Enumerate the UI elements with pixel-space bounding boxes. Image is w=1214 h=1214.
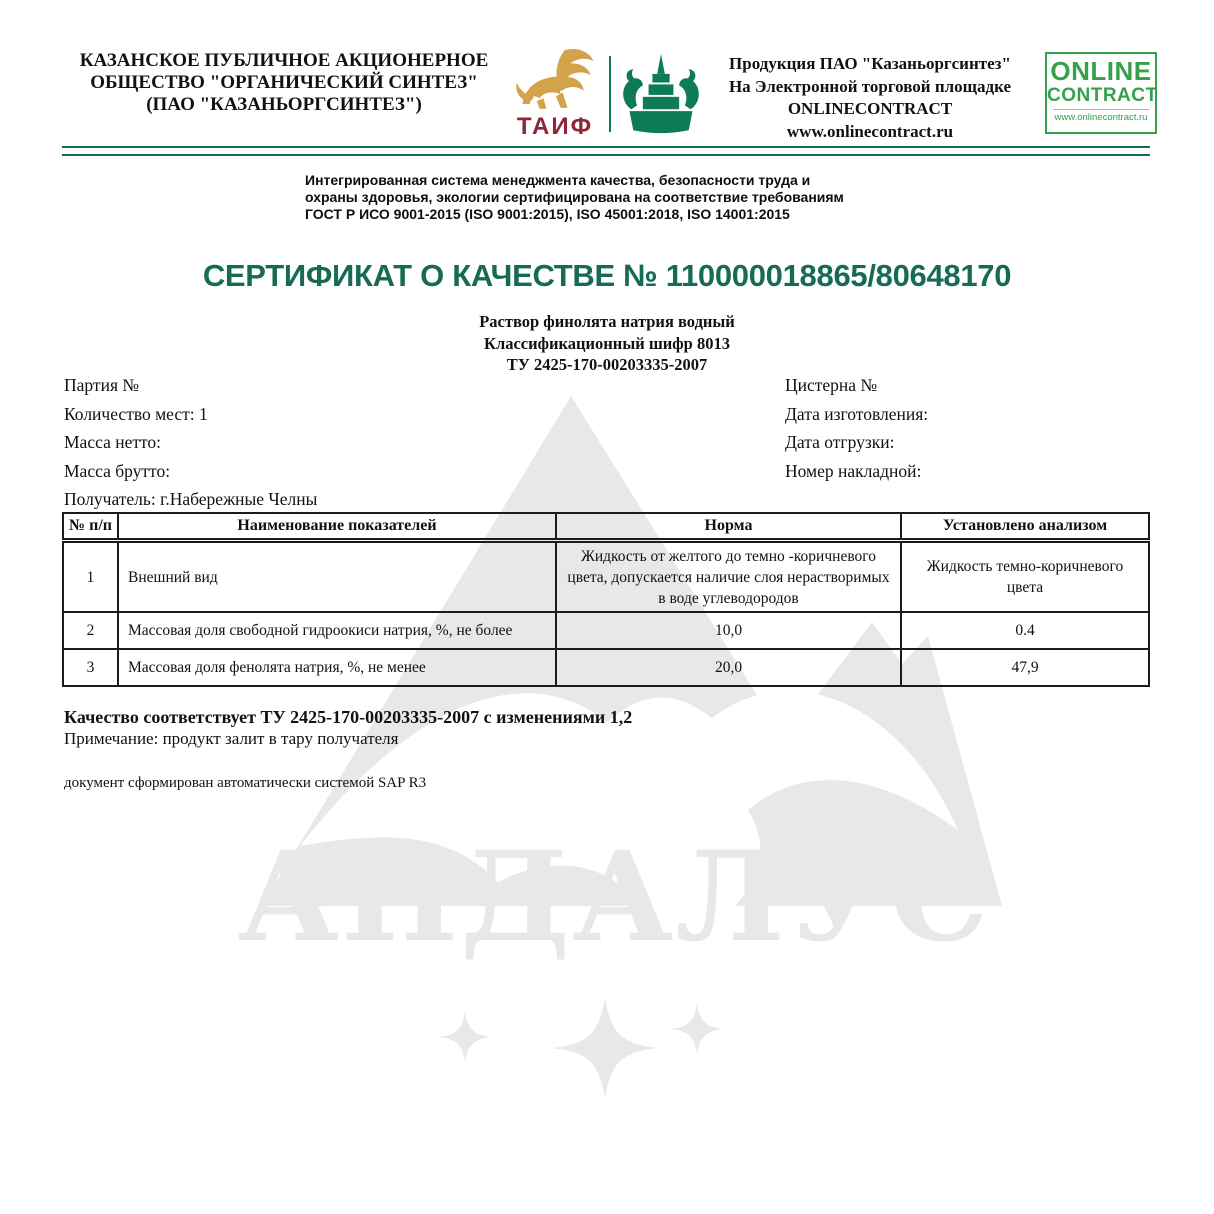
field-invoice-number: Номер накладной: xyxy=(785,460,922,481)
field-net-mass: Масса нетто: xyxy=(64,432,162,453)
table-row xyxy=(63,541,1149,613)
col-header-num: № п/п xyxy=(63,513,118,541)
badge-online-text: ONLINE xyxy=(1050,56,1152,86)
cell-num: 1 xyxy=(63,541,118,613)
onlinecontract-badge xyxy=(1045,52,1157,134)
classification-code: Классификационный шифр 8013 xyxy=(483,333,730,353)
kazanorgsintez-emblem-icon xyxy=(618,50,704,136)
cell-norm: Жидкость от желтого до темно -коричневого цвета, допускается наличие слоя нерастворимых в воде углеводородов xyxy=(556,541,901,613)
field-tank-number: Цистерна № xyxy=(785,375,878,395)
iso-line: Интегрированная система менеджмента качества, безопасности труда и xyxy=(305,172,811,188)
badge-url: www.onlinecontract.ru xyxy=(1054,112,1148,123)
table-row xyxy=(63,612,1149,649)
taif-logo-label: ТАИФ xyxy=(516,113,594,140)
company-name-block xyxy=(58,50,510,116)
product-subtitle-block xyxy=(0,311,1214,376)
sap-generated-line: документ сформирован автоматически системой SAP R3 xyxy=(64,775,427,791)
company-line: (ПАО "КАЗАНЬОРГСИНТЕЗ") xyxy=(146,94,422,115)
note-line: Примечание: продукт залит в тару получателя xyxy=(64,729,399,748)
cell-num: 2 xyxy=(63,612,118,649)
company-line: ОБЩЕСТВО "ОРГАНИЧЕСКИЙ СИНТЕЗ" xyxy=(90,72,478,93)
marketplace-block xyxy=(700,53,1040,143)
cell-result: 0.4 xyxy=(901,612,1149,649)
logo-separator xyxy=(609,56,611,132)
badge-contract-text: CONTRACT xyxy=(1047,85,1158,106)
marketplace-line: На Электронной торговой площадке xyxy=(728,76,1012,96)
col-header-norm: Норма xyxy=(556,513,901,541)
taif-logo xyxy=(505,48,605,140)
shipment-fields-right xyxy=(785,371,928,485)
badge-divider xyxy=(1053,109,1149,110)
iso-line: охраны здоровья, экологии сертифицирована на соответствие требованиям xyxy=(305,189,844,205)
green-double-rule xyxy=(62,146,1150,156)
cell-name: Массовая доля свободной гидроокиси натрия, %, не более xyxy=(118,612,556,649)
shipment-fields-left xyxy=(64,371,317,514)
marketplace-line: Продукция ПАО "Казаньоргсинтез" xyxy=(729,54,1011,73)
tu-number: ТУ 2425-170-00203335-2007 xyxy=(506,355,708,374)
field-manufacture-date: Дата изготовления: xyxy=(785,403,929,424)
cell-norm: 20,0 xyxy=(556,649,901,686)
cell-name: Массовая доля фенолята натрия, %, не менее xyxy=(118,649,556,686)
marketplace-line: ONLINECONTRACT xyxy=(787,99,953,118)
iso-certification-note xyxy=(305,172,844,223)
field-shipping-date: Дата отгрузки: xyxy=(785,432,895,453)
col-header-name: Наименование показателей xyxy=(118,513,556,541)
table-row xyxy=(63,649,1149,686)
marketplace-line: www.onlinecontract.ru xyxy=(786,121,954,141)
table-header-row xyxy=(63,513,1149,541)
certificate-title: СЕРТИФИКАТ О КАЧЕСТВЕ № 110000018865/80648170 xyxy=(202,258,1012,293)
cell-name: Внешний вид xyxy=(118,541,556,613)
field-places-count: Количество мест: 1 xyxy=(64,403,208,424)
cell-norm: 10,0 xyxy=(556,612,901,649)
cell-result: 47,9 xyxy=(901,649,1149,686)
watermark-text: АНДАЛУС xyxy=(238,825,991,970)
quality-conformity-line: Качество соответствует ТУ 2425-170-00203335-2007 с изменениями 1,2 xyxy=(64,707,633,727)
field-batch: Партия № xyxy=(64,375,140,395)
cell-result: Жидкость темно-коричневого цвета xyxy=(901,541,1149,613)
field-gross-mass: Масса брутто: xyxy=(64,460,171,481)
quality-indicators-table xyxy=(62,512,1150,687)
field-recipient: Получатель: г.Набережные Челны xyxy=(64,489,318,510)
cell-num: 3 xyxy=(63,649,118,686)
iso-line: ГОСТ Р ИСО 9001-2015 (ISO 9001:2015), ISO 45001:2018, ISO 14001:2015 xyxy=(305,206,790,222)
col-header-result: Установлено анализом xyxy=(901,513,1149,541)
star-icon xyxy=(438,998,724,1098)
company-line: КАЗАНСКОЕ ПУБЛИЧНОЕ АКЦИОНЕРНОЕ xyxy=(79,50,489,71)
taif-winged-leopard-icon xyxy=(507,48,603,112)
product-name: Раствор финолята натрия водный xyxy=(479,312,735,331)
